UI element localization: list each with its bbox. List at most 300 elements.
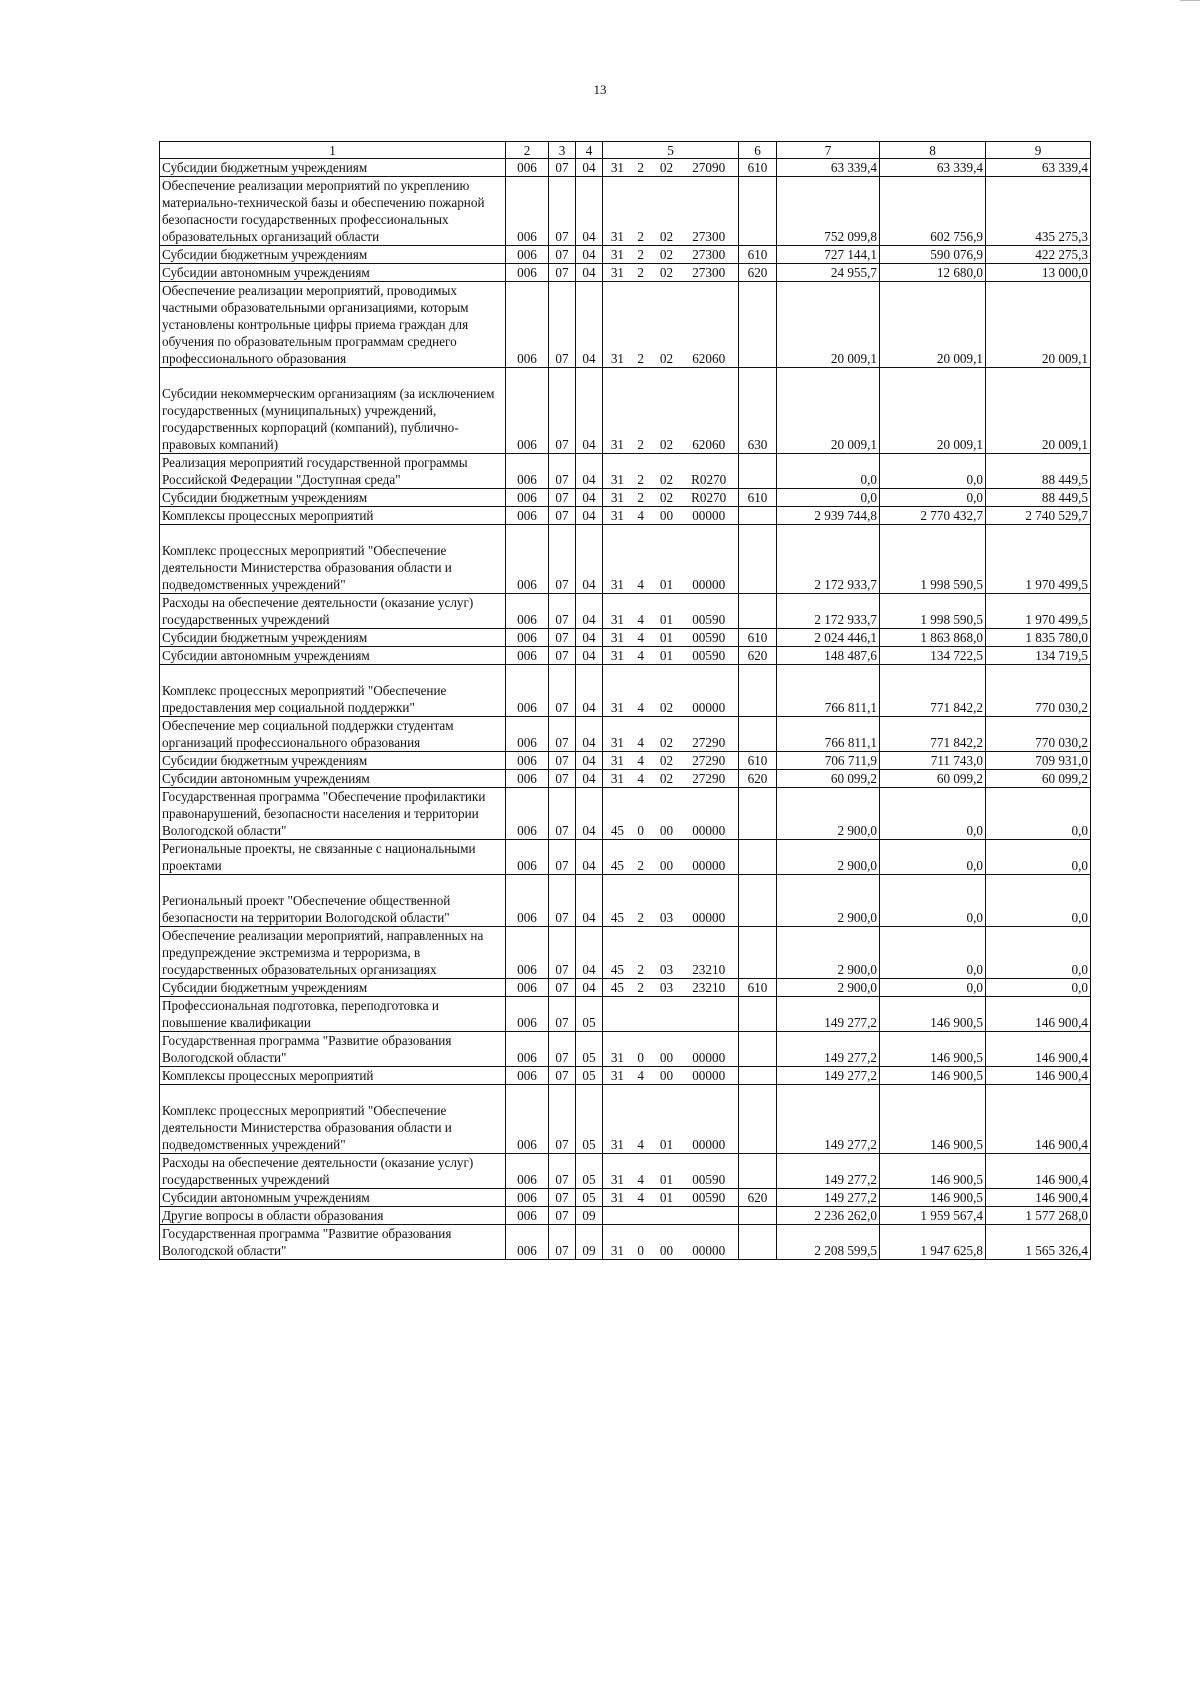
target-program: 31: [610, 612, 624, 627]
row-expense-type: [739, 1154, 777, 1189]
row-amount-col7: 2 172 933,7: [777, 525, 880, 594]
target-program: 31: [610, 437, 624, 452]
row-section: 07: [549, 788, 576, 840]
row-amount-col9: 2 740 529,7: [986, 507, 1091, 525]
row-section: 07: [549, 246, 576, 264]
row-amount-col9: 0,0: [986, 840, 1091, 875]
target-block: 02: [659, 351, 674, 366]
row-section: 07: [549, 717, 576, 752]
header-cell: 3: [549, 142, 576, 159]
row-amount-col8: 771 842,2: [880, 665, 986, 717]
target-subprogram: 4: [637, 577, 645, 592]
row-target-article: [603, 489, 739, 507]
target-program: 31: [610, 1172, 624, 1187]
row-name: Обеспечение реализации мероприятий по укреплению материально-технической базы и обеспечению пожарной безопасности государственных профессиональных образовательных организаций области: [160, 177, 506, 246]
row-amount-col7: 0,0: [777, 489, 880, 507]
row-name: Субсидии бюджетным учреждениям: [160, 246, 506, 264]
table-row: [160, 177, 1091, 246]
row-name: Субсидии автономным учреждениям: [160, 770, 506, 788]
row-target-article: [603, 177, 739, 246]
target-program: 31: [610, 1190, 624, 1205]
row-target-article: [603, 1207, 739, 1225]
row-grbs: 006: [506, 1154, 549, 1189]
table-row: [160, 752, 1091, 770]
row-subsection: 04: [576, 368, 603, 454]
row-section: 07: [549, 875, 576, 927]
row-subsection: 04: [576, 717, 603, 752]
budget-table: [159, 141, 1091, 1260]
target-direction: 00590: [692, 612, 726, 627]
row-section: 07: [549, 770, 576, 788]
row-target-article: [603, 788, 739, 840]
row-grbs: 006: [506, 525, 549, 594]
row-expense-type: [739, 1207, 777, 1225]
row-grbs: 006: [506, 1085, 549, 1154]
row-subsection: 04: [576, 647, 603, 665]
row-target-article: [603, 629, 739, 647]
target-subprogram: 4: [637, 735, 645, 750]
row-amount-col7: 2 024 446,1: [777, 629, 880, 647]
table-row: [160, 525, 1091, 594]
row-amount-col7: 60 099,2: [777, 770, 880, 788]
table-row: [160, 997, 1091, 1032]
row-subsection: 05: [576, 997, 603, 1032]
row-expense-type: 630: [739, 368, 777, 454]
target-subprogram: 2: [637, 247, 645, 262]
row-grbs: 006: [506, 788, 549, 840]
target-direction: 00590: [692, 630, 726, 645]
target-subprogram: 2: [637, 160, 645, 175]
row-amount-col8: 0,0: [880, 875, 986, 927]
row-target-article: [603, 368, 739, 454]
target-subprogram: 4: [637, 508, 645, 523]
target-direction: 23210: [692, 962, 726, 977]
row-grbs: 006: [506, 246, 549, 264]
row-amount-col8: 0,0: [880, 489, 986, 507]
row-expense-type: 620: [739, 1189, 777, 1207]
row-expense-type: 620: [739, 770, 777, 788]
row-amount-col8: 2 770 432,7: [880, 507, 986, 525]
target-program: 31: [610, 160, 624, 175]
row-expense-type: 610: [739, 979, 777, 997]
row-target-article: [603, 594, 739, 629]
row-name: Субсидии бюджетным учреждениям: [160, 979, 506, 997]
target-block: 02: [659, 229, 674, 244]
row-amount-col8: 0,0: [880, 979, 986, 997]
target-program: 31: [610, 577, 624, 592]
row-section: 07: [549, 1085, 576, 1154]
row-name: Государственная программа "Развитие образования Вологодской области": [160, 1225, 506, 1260]
row-name: Расходы на обеспечение деятельности (оказание услуг) государственных учреждений: [160, 1154, 506, 1189]
row-target-article: [603, 1189, 739, 1207]
row-section: 07: [549, 159, 576, 177]
target-direction: 27300: [692, 247, 726, 262]
row-amount-col8: 590 076,9: [880, 246, 986, 264]
row-section: 07: [549, 927, 576, 979]
target-subprogram: 2: [637, 858, 645, 873]
row-section: 07: [549, 525, 576, 594]
target-program: 31: [610, 508, 624, 523]
target-block: 00: [659, 508, 674, 523]
row-amount-col9: 1 970 499,5: [986, 525, 1091, 594]
target-block: 01: [659, 1137, 674, 1152]
row-amount-col7: 149 277,2: [777, 997, 880, 1032]
row-subsection: 04: [576, 840, 603, 875]
row-section: 07: [549, 997, 576, 1032]
row-amount-col8: 771 842,2: [880, 717, 986, 752]
row-amount-col7: 727 144,1: [777, 246, 880, 264]
header-cell: 6: [739, 142, 777, 159]
target-subprogram: 4: [637, 1068, 645, 1083]
row-expense-type: 620: [739, 647, 777, 665]
row-target-article: [603, 997, 739, 1032]
row-amount-col7: 2 900,0: [777, 979, 880, 997]
table-row: [160, 1207, 1091, 1225]
target-direction: 62060: [692, 351, 726, 366]
row-amount-col8: 602 756,9: [880, 177, 986, 246]
row-grbs: 006: [506, 770, 549, 788]
row-target-article: [603, 1154, 739, 1189]
target-block: 02: [659, 247, 674, 262]
row-subsection: 04: [576, 665, 603, 717]
row-amount-col8: 63 339,4: [880, 159, 986, 177]
row-grbs: 006: [506, 979, 549, 997]
row-section: 07: [549, 1067, 576, 1085]
target-subprogram: 4: [637, 612, 645, 627]
row-expense-type: 610: [739, 629, 777, 647]
row-amount-col8: 0,0: [880, 788, 986, 840]
target-subprogram: 4: [637, 753, 645, 768]
target-subprogram: 0: [637, 1243, 645, 1258]
row-amount-col9: 146 900,4: [986, 1032, 1091, 1067]
target-subprogram: 2: [637, 910, 645, 925]
target-program: 45: [610, 910, 624, 925]
target-direction: 00000: [692, 1068, 726, 1083]
target-subprogram: 2: [637, 437, 645, 452]
row-amount-col9: 0,0: [986, 927, 1091, 979]
target-direction: 00000: [692, 1243, 726, 1258]
row-amount-col9: 422 275,3: [986, 246, 1091, 264]
header-cell: 7: [777, 142, 880, 159]
row-subsection: 09: [576, 1225, 603, 1260]
row-grbs: 006: [506, 1067, 549, 1085]
row-subsection: 04: [576, 489, 603, 507]
row-grbs: 006: [506, 507, 549, 525]
row-section: 07: [549, 665, 576, 717]
target-program: 31: [610, 753, 624, 768]
table-row: [160, 788, 1091, 840]
target-block: 03: [659, 910, 674, 925]
row-expense-type: [739, 1067, 777, 1085]
row-expense-type: [739, 840, 777, 875]
table-row: [160, 507, 1091, 525]
target-program: 31: [610, 229, 624, 244]
target-program: 45: [610, 823, 624, 838]
target-program: 31: [610, 700, 624, 715]
row-target-article: [603, 665, 739, 717]
row-expense-type: [739, 282, 777, 368]
target-direction: 00000: [692, 910, 726, 925]
row-subsection: 09: [576, 1207, 603, 1225]
row-subsection: 04: [576, 159, 603, 177]
row-expense-type: 610: [739, 752, 777, 770]
target-subprogram: 4: [637, 700, 645, 715]
row-amount-col7: 2 236 262,0: [777, 1207, 880, 1225]
header-row: [160, 142, 1091, 159]
row-name: Субсидии бюджетным учреждениям: [160, 489, 506, 507]
row-amount-col8: 134 722,5: [880, 647, 986, 665]
row-name: Комплекс процессных мероприятий "Обеспечение предоставления мер социальной поддержки": [160, 665, 506, 717]
header-cell: 8: [880, 142, 986, 159]
target-direction: 27300: [692, 265, 726, 280]
row-subsection: 04: [576, 752, 603, 770]
target-subprogram: 2: [637, 490, 645, 505]
target-subprogram: 4: [637, 1137, 645, 1152]
row-amount-col9: 146 900,4: [986, 1085, 1091, 1154]
row-name: Другие вопросы в области образования: [160, 1207, 506, 1225]
row-subsection: 05: [576, 1085, 603, 1154]
row-name: Комплексы процессных мероприятий: [160, 507, 506, 525]
row-amount-col9: 13 000,0: [986, 264, 1091, 282]
target-program: 31: [610, 630, 624, 645]
target-direction: 27300: [692, 229, 726, 244]
table-row: [160, 1189, 1091, 1207]
row-name: Субсидии автономным учреждениям: [160, 647, 506, 665]
row-target-article: [603, 752, 739, 770]
target-program: 45: [610, 980, 624, 995]
row-amount-col9: 770 030,2: [986, 717, 1091, 752]
target-subprogram: 2: [637, 472, 645, 487]
target-block: 00: [659, 823, 674, 838]
table-row: [160, 282, 1091, 368]
row-subsection: 04: [576, 875, 603, 927]
row-grbs: 006: [506, 1225, 549, 1260]
row-amount-col8: 0,0: [880, 840, 986, 875]
target-program: 45: [610, 962, 624, 977]
header-cell: 2: [506, 142, 549, 159]
row-amount-col9: 709 931,0: [986, 752, 1091, 770]
target-block: 01: [659, 1190, 674, 1205]
row-subsection: 04: [576, 282, 603, 368]
target-program: 31: [610, 771, 624, 786]
target-direction: 00000: [692, 1050, 726, 1065]
target-program: 31: [610, 265, 624, 280]
row-target-article: [603, 979, 739, 997]
row-target-article: [603, 647, 739, 665]
row-section: 07: [549, 629, 576, 647]
row-amount-col8: 1 998 590,5: [880, 594, 986, 629]
target-block: 03: [659, 980, 674, 995]
row-amount-col9: 88 449,5: [986, 454, 1091, 489]
row-name: Обеспечение реализации мероприятий, направленных на предупреждение экстремизма и терроризма, в государственных образовательных организациях: [160, 927, 506, 979]
target-direction: 00590: [692, 1172, 726, 1187]
target-direction: 27090: [692, 160, 726, 175]
row-target-article: [603, 1085, 739, 1154]
table-row: [160, 594, 1091, 629]
target-program: 31: [610, 1068, 624, 1083]
row-amount-col8: 1 998 590,5: [880, 525, 986, 594]
row-grbs: 006: [506, 1189, 549, 1207]
row-section: 07: [549, 1032, 576, 1067]
row-subsection: 04: [576, 177, 603, 246]
row-amount-col7: 706 711,9: [777, 752, 880, 770]
row-target-article: [603, 875, 739, 927]
target-subprogram: 2: [637, 265, 645, 280]
target-block: 03: [659, 962, 674, 977]
row-subsection: 04: [576, 629, 603, 647]
row-amount-col7: 63 339,4: [777, 159, 880, 177]
row-section: 07: [549, 594, 576, 629]
row-target-article: [603, 1032, 739, 1067]
row-amount-col8: 146 900,5: [880, 1189, 986, 1207]
table-row: [160, 717, 1091, 752]
row-amount-col9: 63 339,4: [986, 159, 1091, 177]
target-block: 02: [659, 735, 674, 750]
row-expense-type: [739, 875, 777, 927]
target-direction: 27290: [692, 735, 726, 750]
row-amount-col8: 1 863 868,0: [880, 629, 986, 647]
table-row: [160, 1154, 1091, 1189]
row-amount-col9: 1 835 780,0: [986, 629, 1091, 647]
row-target-article: [603, 454, 739, 489]
row-expense-type: [739, 1085, 777, 1154]
row-amount-col9: 0,0: [986, 979, 1091, 997]
row-subsection: 04: [576, 264, 603, 282]
row-target-article: [603, 507, 739, 525]
row-section: 07: [549, 264, 576, 282]
table-row: [160, 1032, 1091, 1067]
row-section: 07: [549, 282, 576, 368]
row-grbs: 006: [506, 368, 549, 454]
row-subsection: 04: [576, 927, 603, 979]
table-row: [160, 665, 1091, 717]
row-amount-col7: 2 900,0: [777, 788, 880, 840]
row-amount-col7: 2 900,0: [777, 927, 880, 979]
header-cell: 9: [986, 142, 1091, 159]
row-section: 07: [549, 840, 576, 875]
target-program: 31: [610, 735, 624, 750]
target-block: 02: [659, 472, 674, 487]
target-subprogram: 4: [637, 630, 645, 645]
row-expense-type: [739, 1032, 777, 1067]
target-block: 00: [659, 1068, 674, 1083]
row-grbs: 006: [506, 647, 549, 665]
row-name: Комплексы процессных мероприятий: [160, 1067, 506, 1085]
row-amount-col8: 20 009,1: [880, 368, 986, 454]
row-section: 07: [549, 979, 576, 997]
target-subprogram: 2: [637, 980, 645, 995]
row-amount-col9: 435 275,3: [986, 177, 1091, 246]
row-subsection: 05: [576, 1067, 603, 1085]
row-amount-col7: 20 009,1: [777, 368, 880, 454]
target-block: 02: [659, 160, 674, 175]
row-grbs: 006: [506, 489, 549, 507]
row-expense-type: [739, 717, 777, 752]
row-expense-type: 620: [739, 264, 777, 282]
row-grbs: 006: [506, 1207, 549, 1225]
row-grbs: 006: [506, 1032, 549, 1067]
row-amount-col7: 766 811,1: [777, 665, 880, 717]
table-row: [160, 264, 1091, 282]
row-amount-col7: 149 277,2: [777, 1189, 880, 1207]
row-amount-col8: 1 959 567,4: [880, 1207, 986, 1225]
row-expense-type: [739, 177, 777, 246]
target-subprogram: 4: [637, 648, 645, 663]
row-section: 07: [549, 1207, 576, 1225]
target-direction: 00000: [692, 700, 726, 715]
target-direction: 00000: [692, 858, 726, 873]
row-amount-col9: 134 719,5: [986, 647, 1091, 665]
row-expense-type: [739, 788, 777, 840]
row-target-article: [603, 282, 739, 368]
row-subsection: 04: [576, 770, 603, 788]
row-amount-col7: 2 939 744,8: [777, 507, 880, 525]
scan-edge-mark: [1180, 0, 1200, 7]
row-grbs: 006: [506, 629, 549, 647]
table-row: [160, 770, 1091, 788]
header-cell: 4: [576, 142, 603, 159]
row-target-article: [603, 1067, 739, 1085]
target-block: 02: [659, 753, 674, 768]
row-amount-col8: 146 900,5: [880, 1067, 986, 1085]
row-name: Реализация мероприятий государственной программы Российской Федерации "Доступная среда": [160, 454, 506, 489]
row-amount-col9: 1 577 268,0: [986, 1207, 1091, 1225]
row-amount-col9: 146 900,4: [986, 997, 1091, 1032]
target-direction: 00590: [692, 648, 726, 663]
row-name: Субсидии некоммерческим организациям (за исключением государственных (муниципальных) учреждений, государственных корпораций (компаний), публично-правовых компаний): [160, 368, 506, 454]
target-direction: 27290: [692, 753, 726, 768]
table-row: [160, 1067, 1091, 1085]
row-expense-type: 610: [739, 159, 777, 177]
row-amount-col7: 149 277,2: [777, 1067, 880, 1085]
row-name: Субсидии бюджетным учреждениям: [160, 752, 506, 770]
row-expense-type: [739, 454, 777, 489]
row-grbs: 006: [506, 264, 549, 282]
row-target-article: [603, 840, 739, 875]
target-direction: 00000: [692, 508, 726, 523]
row-amount-col9: 770 030,2: [986, 665, 1091, 717]
row-grbs: 006: [506, 752, 549, 770]
table-row: [160, 840, 1091, 875]
row-name: Государственная программа "Обеспечение профилактики правонарушений, безопасности населения и территории Вологодской области": [160, 788, 506, 840]
target-program: 31: [610, 247, 624, 262]
target-block: 02: [659, 265, 674, 280]
row-section: 07: [549, 177, 576, 246]
row-target-article: [603, 717, 739, 752]
header-cell: 1: [160, 142, 506, 159]
row-grbs: 006: [506, 282, 549, 368]
target-subprogram: 4: [637, 1172, 645, 1187]
row-amount-col8: 146 900,5: [880, 997, 986, 1032]
target-block: 02: [659, 437, 674, 452]
table-row: [160, 629, 1091, 647]
row-grbs: 006: [506, 454, 549, 489]
row-section: 07: [549, 454, 576, 489]
row-name: Региональные проекты, не связанные с национальными проектами: [160, 840, 506, 875]
row-amount-col9: 1 565 326,4: [986, 1225, 1091, 1260]
row-amount-col8: 146 900,5: [880, 1032, 986, 1067]
target-block: 01: [659, 630, 674, 645]
row-expense-type: [739, 997, 777, 1032]
row-amount-col9: 146 900,4: [986, 1067, 1091, 1085]
row-amount-col7: 148 487,6: [777, 647, 880, 665]
row-amount-col8: 146 900,5: [880, 1154, 986, 1189]
row-grbs: 006: [506, 927, 549, 979]
row-amount-col7: 149 277,2: [777, 1032, 880, 1067]
row-target-article: [603, 246, 739, 264]
row-amount-col9: 1 970 499,5: [986, 594, 1091, 629]
row-amount-col8: 20 009,1: [880, 282, 986, 368]
